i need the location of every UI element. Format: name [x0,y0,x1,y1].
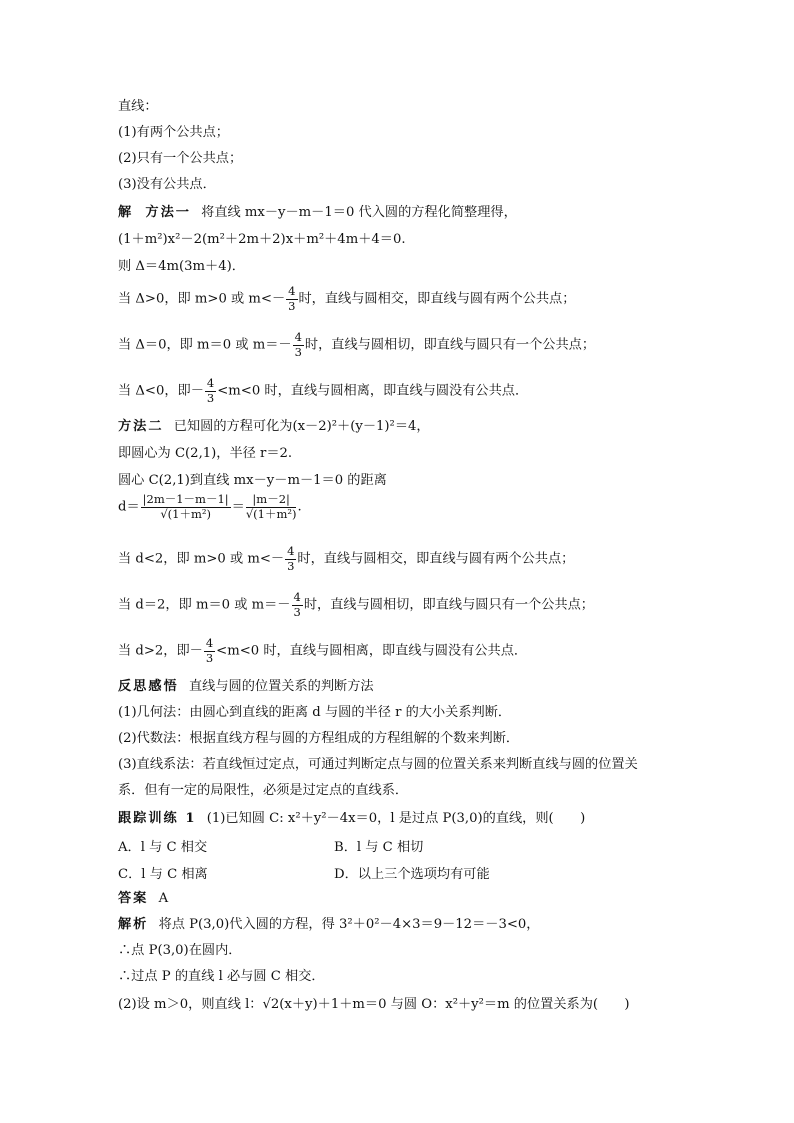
fraction-denominator: √(1＋m²) [245,506,297,521]
exercise-question-2: (2)设 m＞0，则直线 l：√2(x＋y)＋1＋m＝0 与圆 O：x²＋y²＝m 的位置关系为( ) [118,997,630,1012]
fraction [204,638,215,664]
case-suffix: <m<0 时，直线与圆相离，即直线与圆没有公共点． [217,383,529,399]
fraction-numerator: 4 [288,284,296,298]
question-2: (2)只有一个公共点； [118,151,243,166]
reflection-heading [118,678,374,696]
fraction-numerator: 4 [205,636,214,650]
case-prefix: 当 Δ>0，即 m>0 或 m<－ [118,291,286,307]
period: . [297,499,302,515]
fraction [292,592,303,618]
case-prefix: 当 Δ＝0，即 m＝0 或 m＝－ [118,337,292,353]
method2-intro: 已知圆的方程可化为(x－2)²＋(y－1)²＝4， [173,419,430,434]
answer-value: A [158,891,169,906]
fraction-denominator: √(1＋m²) [160,506,211,521]
fraction-numerator: 4 [294,330,302,344]
case-prefix: 当 d>2，即－ [118,643,203,659]
distance-prefix: d＝ [118,499,140,515]
option-c: C．l 与 C 相离 [118,867,208,882]
method2-distance-label: 圆心 C(2,1)到直线 mx－y－m－1＝0 的距离 [118,473,387,488]
fraction [286,286,297,312]
solution-label: 解 [118,205,134,220]
fraction [285,546,296,572]
method2-intro-line [118,418,430,436]
exercise-label: 跟踪训练 1 [118,811,197,826]
case-suffix: 时，直线与圆相交，即直线与圆有两个公共点； [298,291,576,307]
fraction [293,332,304,358]
reflection-title: 直线与圆的位置关系的判断方法 [188,679,374,694]
equals-sign: ＝ [231,499,245,515]
analysis-line-1 [118,916,539,934]
analysis-line-2: ∴点 P(3,0)在圆内． [118,943,242,958]
exercise-question-1 [118,810,585,828]
method1-case1 [118,286,575,312]
method1-equation: (1＋m²)x²－2(m²＋2m＋2)x＋m²＋4m＋4＝0. [118,232,406,247]
reflection-point-3a: (3)直线系法：若直线恒过定点，可通过判断定点与圆的位置关系来判断直线与圆的位置关 [118,757,638,772]
method2-distance-formula [118,494,302,520]
option-a: A．l 与 C 相交 [118,840,208,855]
method1-label: 方法一 [145,205,191,220]
analysis-line-3: ∴过点 P 的直线 l 必与圆 C 相交． [118,969,325,984]
case-prefix: 当 Δ<0，即－ [118,383,204,399]
reflection-point-3b: 系．但有一定的局限性，必须是过定点的直线系． [118,783,409,798]
fraction-denominator: 3 [206,390,215,405]
case-suffix: 时，直线与圆相交，即直线与圆有两个公共点； [297,551,575,567]
case-suffix: 时，直线与圆相切，即直线与圆只有一个公共点； [303,597,594,613]
exercise-q1-text: (1)已知圆 C: x²＋y²－4x＝0，l 是过点 P(3,0)的直线，则( ) [206,811,586,826]
fraction-denominator: 3 [293,604,301,619]
question-1: (1)有两个公共点； [118,125,229,140]
reflection-point-1: (1)几何法：由圆心到直线的距离 d 与圆的半径 r 的大小关系判断． [118,705,512,720]
method1-delta: 则 Δ＝4m(3m＋4)． [118,259,245,274]
method2-center: 即圆心为 C(2,1)，半径 r＝2. [118,446,293,461]
case-suffix: 时，直线与圆相切，即直线与圆只有一个公共点； [304,337,596,353]
option-d: D．以上三个选项均有可能 [334,867,490,882]
fraction-numerator: 4 [293,590,301,604]
fraction-numerator: 4 [287,544,295,558]
distance-fraction-1 [141,494,231,520]
method2-case1 [118,546,574,572]
method1-case2 [118,332,595,358]
method2-label: 方法二 [118,419,164,434]
method1-case3 [118,378,528,404]
fraction-numerator: |m－2| [246,494,297,508]
fraction-denominator: 3 [205,650,214,665]
reflection-point-2: (2)代数法：根据直线方程与圆的方程组成的方程组解的个数来判断． [118,731,520,746]
fraction-denominator: 3 [287,558,295,573]
section-title: 直线： [118,99,158,114]
method2-case3 [118,638,527,664]
case-prefix: 当 d<2，即 m>0 或 m<－ [118,551,285,567]
analysis-label: 解析 [118,917,149,932]
analysis-text-1: 将点 P(3,0)代入圆的方程，得 3²＋0²－4×3＝9－12＝－3<0， [158,917,540,932]
answer-line [118,890,168,908]
fraction-numerator: |2m－1－m－1| [142,492,229,506]
method1-intro-line [118,204,517,222]
case-prefix: 当 d＝2，即 m＝0 或 m＝－ [118,597,291,613]
reflection-label: 反思感悟 [118,679,179,694]
fraction-numerator: 4 [206,376,215,390]
method1-intro: 将直线 mx－y－m－1＝0 代入圆的方程化简整理得， [201,205,517,220]
case-suffix: <m<0 时，直线与圆相离，即直线与圆没有公共点． [216,643,528,659]
question-3: (3)没有公共点． [118,177,216,192]
method2-case2 [118,592,594,618]
fraction-denominator: 3 [294,344,302,359]
answer-label: 答案 [118,891,149,906]
distance-fraction-2 [246,494,297,520]
fraction [205,378,216,404]
fraction-denominator: 3 [288,298,296,313]
option-b: B．l 与 C 相切 [334,840,424,855]
